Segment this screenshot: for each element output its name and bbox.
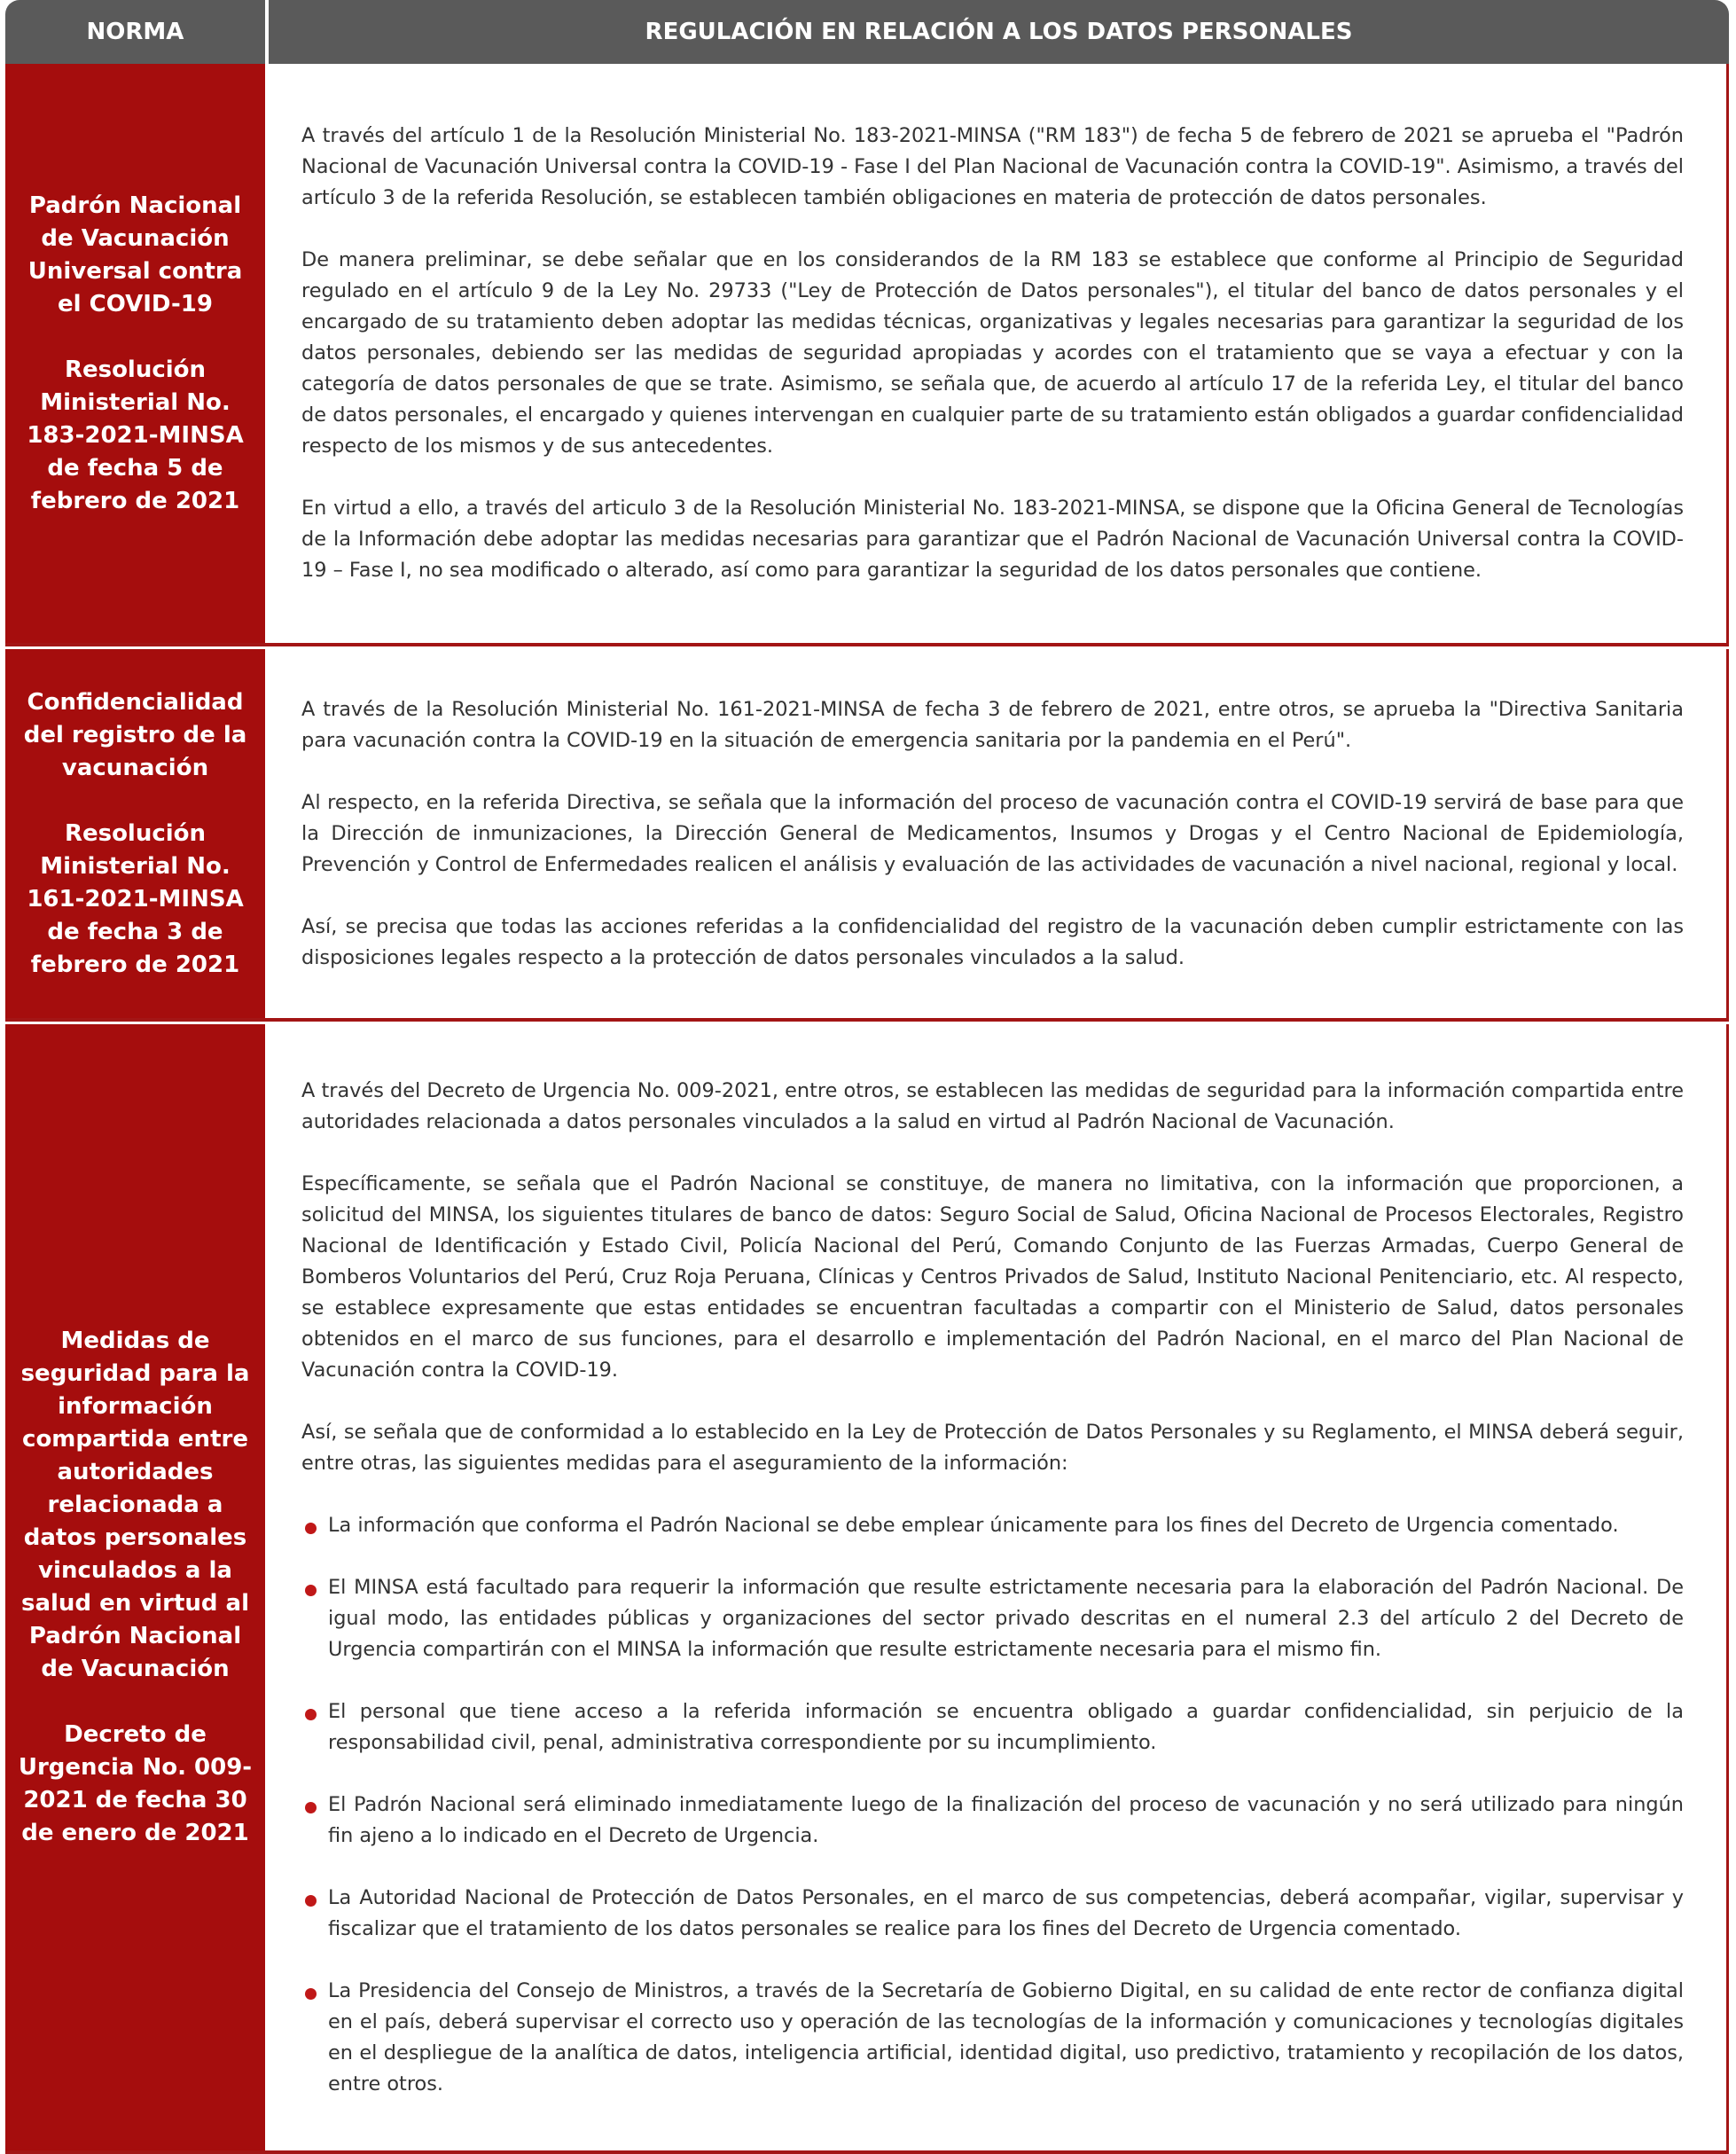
header-norma: NORMA [86, 19, 184, 45]
regulation-cell [265, 649, 1729, 1018]
norma-reference: Resolución Ministerial No. 161-2021-MINSA de fecha 3 de febrero de 2021 [27, 819, 244, 978]
list-item-text: El Padrón Nacional será eliminado inmediatamente luego de la finalización del proceso de vacunación y no será utilizado para ningún fin ajeno a lo indicado en el Decreto de Urgencia. [328, 1792, 1684, 1847]
paragraph: Así, se señala que de conformidad a lo establecido en la Ley de Protección de Datos Personales y su Reglamento, el MINSA deberá seguir, entre otras, las siguientes medidas para el aseguramiento de la información: [301, 1420, 1684, 1475]
bullet-dot-icon [305, 1585, 317, 1596]
regulation-cell [265, 64, 1729, 643]
paragraph: A través de la Resolución Ministerial No. 161-2021-MINSA de fecha 3 de febrero de 2021, entre otros, se aprueba la "Directiva Sanitaria para vacunación contra la COVID-19 en la situación de emergencia sanitaria por la pandemia en el Perú". [301, 697, 1684, 752]
bullet-dot-icon [305, 1895, 317, 1907]
norma-topic: Medidas de seguridad para la información compartida entre autoridades relacionada a datos personales vinculados a la salud en virtud al Padrón Nacional de Vacunación [20, 1328, 250, 1682]
list-item [301, 1696, 1684, 1758]
measures-list [301, 1510, 1684, 2100]
list-item [301, 1510, 1684, 1541]
table-header [5, 0, 1729, 64]
norma-cell [5, 1024, 265, 2150]
table-row [5, 64, 1729, 646]
header-regulacion: REGULACIÓN EN RELACIÓN A LOS DATOS PERSONALES [265, 0, 1729, 64]
list-item-text: La Presidencia del Consejo de Ministros, a través de la Secretaría de Gobierno Digital, en su calidad de ente rector de confianza digital en el país, deberá supervisar el correcto uso y operación de las tecnologías de la información y comunicaciones y tecnologías digitales en el despliegue de la analítica de datos, inteligencia artificial, identidad digital, uso predictivo, tratamiento y recopilación de los datos, entre otros. [328, 1978, 1684, 2095]
bullet-dot-icon [305, 1523, 317, 1534]
list-item [301, 1976, 1684, 2100]
list-item-text: El personal que tiene acceso a la referida información se encuentra obligado a guardar confidencialidad, sin perjuicio de la responsabilidad civil, penal, administrativa correspondiente por su incumplimiento. [328, 1699, 1684, 1754]
norma-topic: Confidencialidad del registro de la vacunación [23, 688, 247, 781]
table-row [5, 1024, 1729, 2154]
bullet-dot-icon [305, 1988, 317, 2000]
norma-reference: Resolución Ministerial No. 183-2021-MINSA de fecha 5 de febrero de 2021 [27, 356, 244, 514]
regulation-cell [265, 1024, 1729, 2150]
paragraph: De manera preliminar, se debe señalar que en los considerandos de la RM 183 se establece que conforme al Principio de Seguridad regulado en el artículo 9 de la Ley No. 29733 ("Ley de Protección de Datos personales"), el titular del banco de datos personales y el encargado de su tratamiento deben adoptar las medidas técnicas, organizativas y legales necesarias para garantizar la seguridad de los datos personales, debiendo ser las medidas de seguridad apropiadas y acordes con el tratamiento que se vaya a efectuar y con la categoría de datos personales de que se trate. Asimismo, se señala que, de acuerdo al artículo 17 de la referida Ley, el titular del banco de datos personales, el encargado y quienes intervengan en cualquier parte de su tratamiento están obligados a guardar confidencialidad respecto de los mismos y de sus antecedentes. [301, 248, 1684, 458]
table-row [5, 649, 1729, 1022]
paragraph: A través del Decreto de Urgencia No. 009-2021, entre otros, se establecen las medidas de seguridad para la información compartida entre autoridades relacionada a datos personales vinculados a la salud en virtud al Padrón Nacional de Vacunación. [301, 1078, 1684, 1133]
bullet-dot-icon [305, 1709, 317, 1720]
paragraph: En virtud a ello, a través del articulo 3 de la Resolución Ministerial No. 183-2021-MINSA, se dispone que la Oficina General de Tecnologías de la Información debe adoptar las medidas necesarias para garantizar que el Padrón Nacional de Vacunación Universal contra la COVID-19 – Fase I, no sea modificado o alterado, así como para garantizar la seguridad de los datos personales que contiene. [301, 497, 1684, 582]
norma-cell [5, 64, 265, 643]
list-item-text: La Autoridad Nacional de Protección de Datos Personales, en el marco de sus competencias, deberá acompañar, vigilar, supervisar y fiscalizar que el tratamiento de los datos personales se realice para los fines del Decreto de Urgencia comentado. [328, 1885, 1684, 1940]
norma-topic: Padrón Nacional de Vacunación Universal contra el COVID-19 [27, 192, 243, 317]
list-item [301, 1883, 1684, 1945]
paragraph: Específicamente, se señala que el Padrón Nacional se constituye, de manera no limitativa, con la información que proporcionen, a solicitud del MINSA, los siguientes titulares de banco de datos: Seguro Social de Salud, Oficina Nacional de Procesos Electorales, Registro Nacional de Identificación y Estado Civil, Policía Nacional del Perú, Comando Conjunto de las Fuerzas Armadas, Cuerpo General de Bomberos Voluntarios del Perú, Cruz Roja Peruana, Clínicas y Centros Privados de Salud, Instituto Nacional Penitenciario, etc. Al respecto, se establece expresamente que estas entidades se encuentran facultadas a compartir con el Ministerio de Salud, datos personales obtenidos en el marco de sus funciones, para el desarrollo e implementación del Padrón Nacional, en el marco del Plan Nacional de Vacunación contra la COVID-19. [301, 1171, 1684, 1382]
paragraph: Al respecto, en la referida Directiva, se señala que la información del proceso de vacunación contra el COVID-19 servirá de base para que la Dirección de inmunizaciones, la Dirección General de Medicamentos, Insumos y Drogas y el Centro Nacional de Epidemiología, Prevención y Control de Enfermedades realicen el análisis y evaluación de las actividades de vacunación a nivel nacional, regional y local. [301, 790, 1684, 876]
list-item-text: El MINSA está facultado para requerir la información que resulte estrictamente necesaria para la elaboración del Padrón Nacional. De igual modo, las entidades públicas y organizaciones del sector privado descritas en el numeral 2.3 del artículo 2 del Decreto de Urgencia compartirán con el MINSA la información que resulte estrictamente necesaria para el mismo fin. [328, 1575, 1684, 1661]
paragraph: Así, se precisa que todas las acciones referidas a la confidencialidad del registro de la vacunación deben cumplir estrictamente con las disposiciones legales respecto a la protección de datos personales vinculados a la salud. [301, 914, 1684, 969]
regulation-table [5, 0, 1729, 2154]
list-item-text: La información que conforma el Padrón Nacional se debe emplear únicamente para los fines del Decreto de Urgencia comentado. [328, 1513, 1619, 1537]
list-item [301, 1790, 1684, 1852]
norma-reference: Decreto de Urgencia No. 009-2021 de fecha 30 de enero de 2021 [18, 1721, 253, 1846]
paragraph: A través del artículo 1 de la Resolución Ministerial No. 183-2021-MINSA ("RM 183") de fecha 5 de febrero de 2021 se aprueba el "Padrón Nacional de Vacunación Universal contra la COVID-19 - Fase I del Plan Nacional de Vacunación contra la COVID-19". Asimismo, a través del artículo 3 de la referida Resolución, se establecen también obligaciones en materia de protección de datos personales. [301, 124, 1684, 209]
bullet-dot-icon [305, 1802, 317, 1813]
list-item [301, 1572, 1684, 1665]
norma-cell [5, 649, 265, 1018]
